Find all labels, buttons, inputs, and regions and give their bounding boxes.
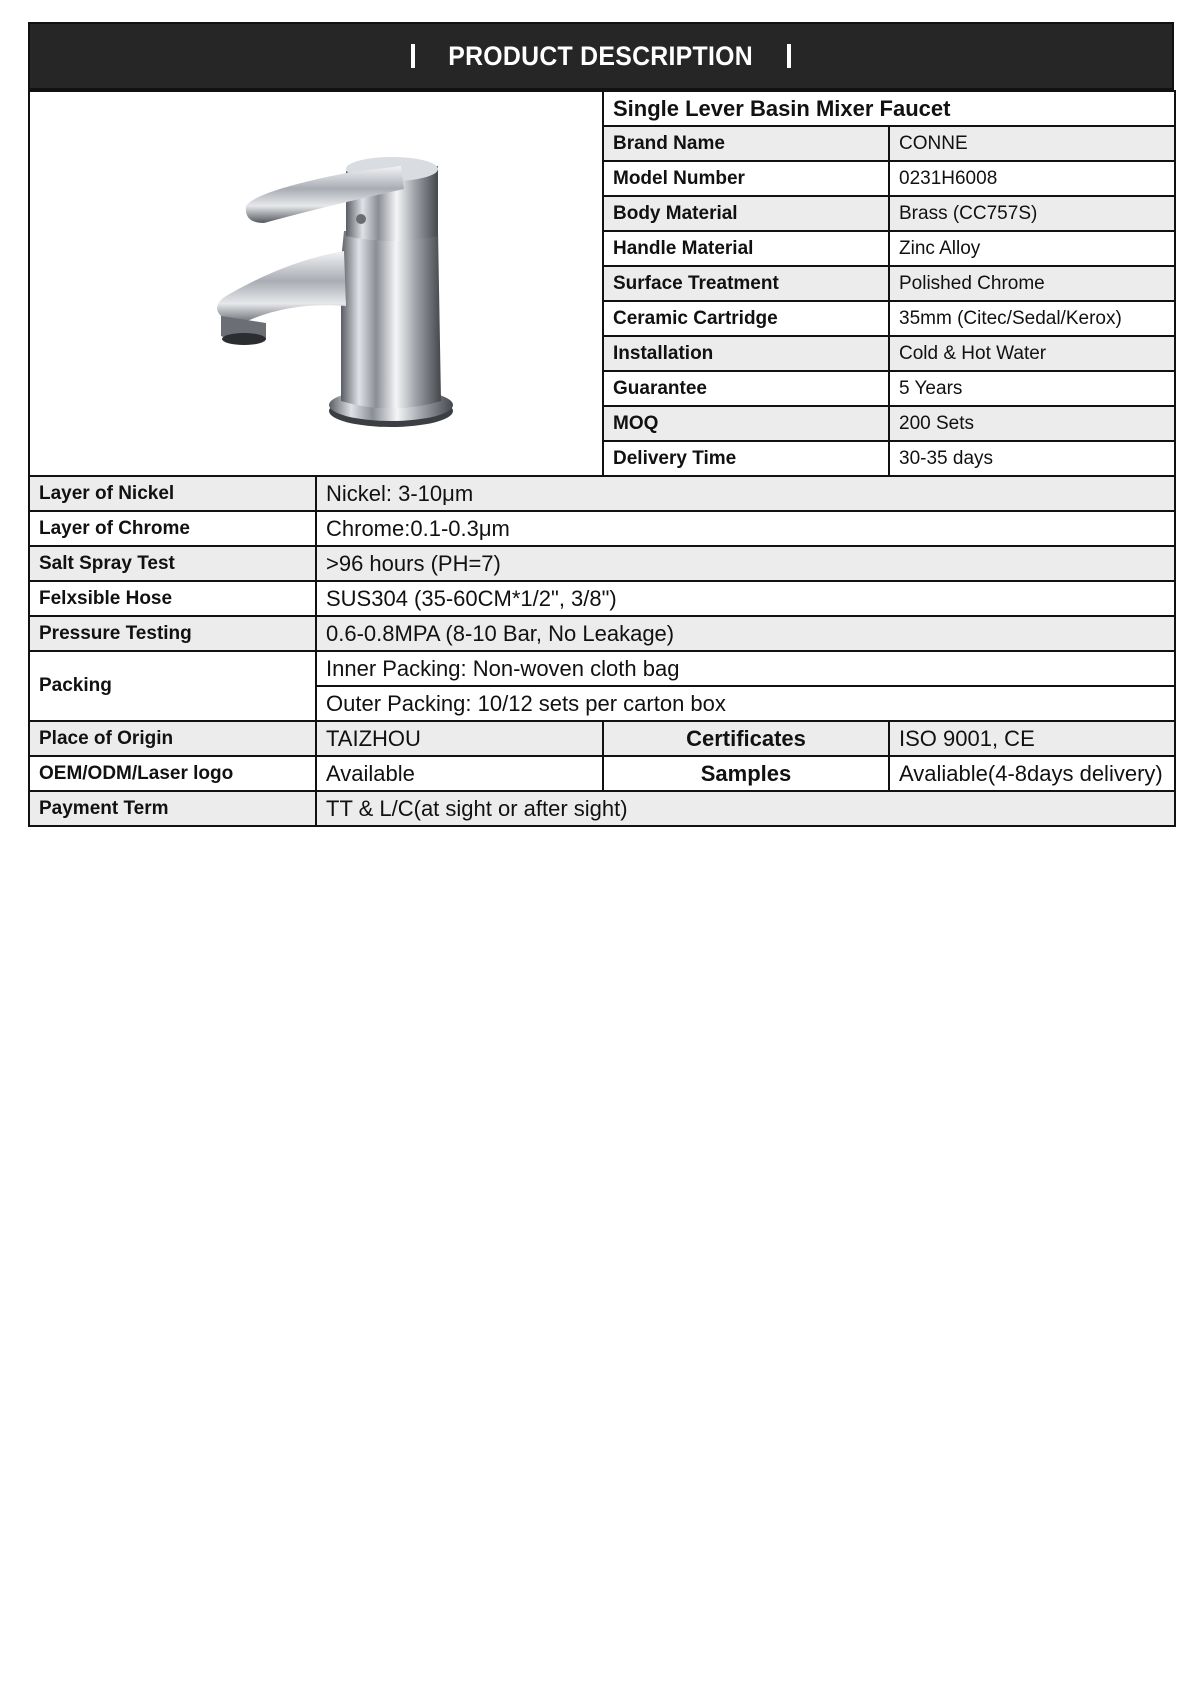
- spec-label: MOQ: [603, 406, 889, 441]
- outer-packing: Outer Packing: 10/12 sets per carton box: [316, 686, 1175, 721]
- detail-label: Salt Spray Test: [29, 546, 316, 581]
- spec-value: 35mm (Citec/Sedal/Kerox): [889, 301, 1175, 336]
- spec-value: 200 Sets: [889, 406, 1175, 441]
- title-bar-left: [411, 44, 415, 68]
- title-bar-right: [787, 44, 791, 68]
- detail-value: Available: [316, 756, 603, 791]
- detail-label: Certificates: [603, 721, 889, 756]
- detail-value: >96 hours (PH=7): [316, 546, 1175, 581]
- header-banner: [28, 22, 1174, 90]
- spec-value: 0231H6008: [889, 161, 1175, 196]
- detail-value: Chrome:0.1-0.3μm: [316, 511, 1175, 546]
- product-image-cell: [29, 91, 603, 476]
- spec-label: Delivery Time: [603, 441, 889, 476]
- spec-value: Brass (CC757S): [889, 196, 1175, 231]
- inner-packing: Inner Packing: Non-woven cloth bag: [316, 651, 1175, 686]
- packing-label: Packing: [29, 651, 316, 721]
- detail-value: Avaliable(4-8days delivery): [889, 756, 1175, 791]
- spec-label: Surface Treatment: [603, 266, 889, 301]
- spec-value: 5 Years: [889, 371, 1175, 406]
- detail-value: 0.6-0.8MPA (8-10 Bar, No Leakage): [316, 616, 1175, 651]
- spec-value: Zinc Alloy: [889, 231, 1175, 266]
- spec-value: Polished Chrome: [889, 266, 1175, 301]
- spec-label: Handle Material: [603, 231, 889, 266]
- detail-label: Layer of Nickel: [29, 476, 316, 511]
- detail-label: Place of Origin: [29, 721, 316, 756]
- product-name: Single Lever Basin Mixer Faucet: [603, 91, 1175, 126]
- spec-value: Cold & Hot Water: [889, 336, 1175, 371]
- spec-value: 30-35 days: [889, 441, 1175, 476]
- spec-label: Model Number: [603, 161, 889, 196]
- detail-value: Nickel: 3-10μm: [316, 476, 1175, 511]
- spec-label: Ceramic Cartridge: [603, 301, 889, 336]
- spec-value: CONNE: [889, 126, 1175, 161]
- detail-label: OEM/ODM/Laser logo: [29, 756, 316, 791]
- detail-value: SUS304 (35-60CM*1/2", 3/8"): [316, 581, 1175, 616]
- detail-label: Layer of Chrome: [29, 511, 316, 546]
- spec-table: [28, 90, 1176, 827]
- detail-value: ISO 9001, CE: [889, 721, 1175, 756]
- product-sheet: [28, 22, 1174, 827]
- detail-label: Pressure Testing: [29, 616, 316, 651]
- spec-label: Guarantee: [603, 371, 889, 406]
- detail-label: Samples: [603, 756, 889, 791]
- detail-value: TAIZHOU: [316, 721, 603, 756]
- detail-value: TT & L/C(at sight or after sight): [316, 791, 1175, 826]
- faucet-image: [166, 111, 466, 451]
- detail-label: Payment Term: [29, 791, 316, 826]
- page-title: PRODUCT DESCRIPTION: [448, 40, 754, 71]
- spec-label: Body Material: [603, 196, 889, 231]
- detail-label: Felxsible Hose: [29, 581, 316, 616]
- spec-label: Brand Name: [603, 126, 889, 161]
- spec-label: Installation: [603, 336, 889, 371]
